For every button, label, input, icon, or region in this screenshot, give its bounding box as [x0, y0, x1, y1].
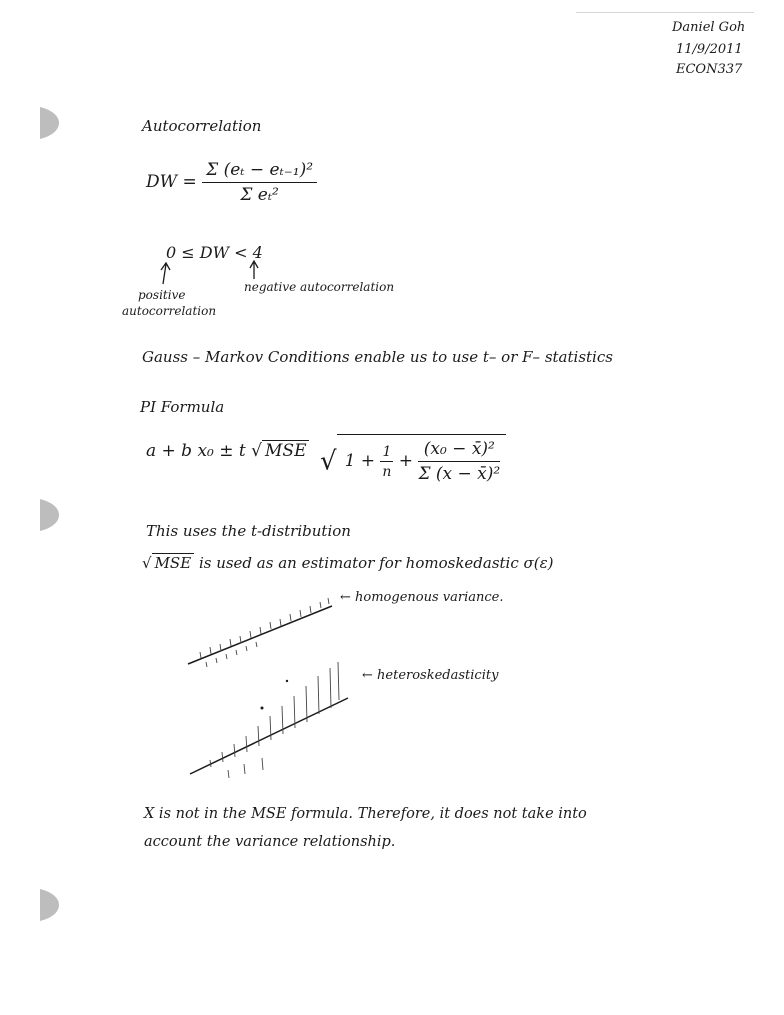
course-code: ECON337: [676, 62, 743, 77]
mse-estimator-note: √ MSE is used as an estimator for homoskedastic σ(ε): [142, 554, 554, 572]
pi-plus: +: [398, 451, 414, 471]
pi-sqrt-block: √ 1 + $\frac{1}{n}$ + $\frac{\text{(x₀ − x̄)²}}{\text{Σ (x − x̄)²}}$: [320, 434, 506, 484]
dw-numerator: Σ (eₜ − eₜ₋₁)²: [202, 160, 317, 183]
t-distribution-note: This uses the t-distribution: [146, 522, 351, 540]
positive-label-line1: positive: [138, 288, 186, 302]
dw-lhs: DW =: [146, 172, 197, 192]
heteroskedasticity-label: ← heteroskedasticity: [362, 668, 499, 683]
pi-frac-denominator: Σ (x − x̄)²: [418, 464, 501, 484]
note-date: 11/9/2011: [676, 42, 743, 57]
autocorrelation-heading: Autocorrelation: [142, 117, 262, 135]
gauss-markov-text: Gauss – Markov Conditions enable us to use t– or F– statistics: [142, 348, 613, 366]
pi-one-over-n: $\frac{1}{n}$: [382, 443, 392, 480]
pi-mse: MSE: [262, 440, 309, 461]
mse-symbol: MSE: [152, 553, 195, 572]
negative-label: negative autocorrelation: [244, 280, 395, 294]
positive-label-line2: autocorrelation: [122, 304, 217, 318]
pi-heading: PI Formula: [140, 398, 225, 416]
mse-estimator-text: is used as an estimator for homoskedastic σ(ε): [198, 554, 554, 572]
conclusion-line1: X is not in the MSE formula. Therefore, it does not take into: [144, 806, 587, 822]
conclusion-line2: account the variance relationship.: [144, 834, 396, 850]
dw-range: 0 ≤ DW < 4: [166, 243, 263, 262]
pi-frac-numerator: (x₀ − x̄)²: [418, 439, 500, 462]
author-name: Daniel Goh: [672, 20, 746, 35]
pi-formula: a + b x₀ ± t √ MSE: [146, 440, 309, 461]
pi-lead: a + b x₀ ± t: [146, 441, 246, 461]
dw-denominator: Σ eₜ²: [240, 185, 279, 205]
homogeneous-variance-label: ← homogenous variance.: [340, 590, 504, 605]
pi-one: 1 +: [344, 451, 376, 471]
